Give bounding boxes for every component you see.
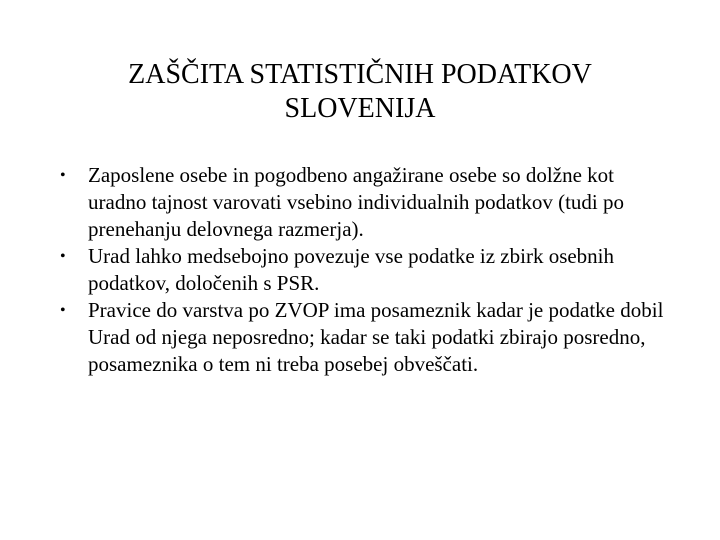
bullet-dot-icon: • (60, 248, 66, 265)
slide-title (40, 58, 680, 126)
bullet-text: Pravice do varstva po ZVOP ima posameznik kadar je podatke dobil Urad od njega neposredno; kadar se taki podatki zbirajo posredno, posameznika o tem ni treba posebej obveščati. (88, 298, 664, 376)
bullet-dot-icon: • (60, 302, 66, 319)
bullet-dot-icon: • (60, 167, 66, 184)
slide-title-line-1: ZAŠČITA STATISTIČNIH PODATKOV (128, 59, 592, 90)
slide-title-line-2: SLOVENIJA (284, 93, 436, 124)
bullet-item (58, 243, 668, 297)
bullet-text: Urad lahko medsebojno povezuje vse podatke iz zbirk osebnih podatkov, določenih s PSR. (88, 244, 615, 295)
bullet-list (58, 162, 668, 378)
bullet-text: Zaposlene osebe in pogodbeno angažirane osebe so dolžne kot uradno tajnost varovati vsebino individualnih podatkov (tudi po prenehanju delovnega razmerja). (88, 163, 625, 241)
bullet-item (58, 297, 668, 378)
bullet-item (58, 162, 668, 243)
